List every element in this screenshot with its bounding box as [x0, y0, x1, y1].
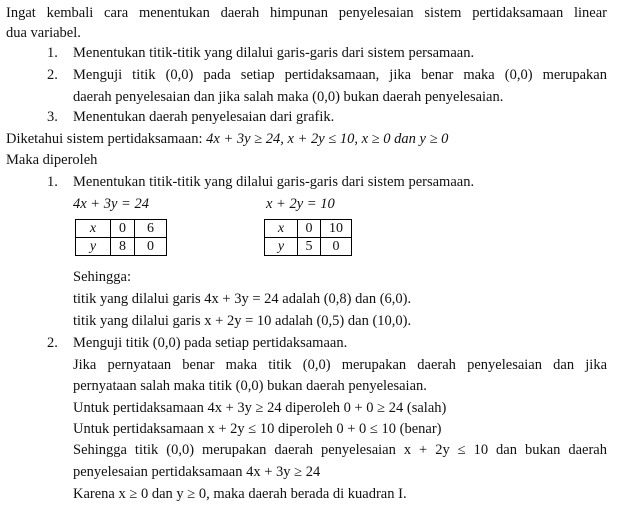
table-cell: 10	[321, 220, 352, 238]
intro-step-3-number: 3.	[47, 109, 58, 125]
conclusion-line-2: penyelesaian pertidaksamaan 4x + 3y ≥ 24	[73, 464, 321, 480]
table-cell: 0	[298, 220, 321, 238]
step-2-number: 2.	[47, 335, 58, 351]
table-row	[76, 238, 167, 256]
equation-2: x + 2y = 10	[266, 196, 335, 212]
table-cell: 0	[321, 238, 352, 256]
table-cell: x	[76, 220, 111, 238]
table-row	[265, 220, 352, 238]
test-inequality-1: Untuk pertidaksamaan 4x + 3y ≥ 24 diperoleh 0 + 0 ≥ 24 (salah)	[73, 400, 447, 416]
table-cell: 8	[111, 238, 135, 256]
table-cell: y	[265, 238, 298, 256]
table-cell: y	[76, 238, 111, 256]
intro-line-2: dua variabel.	[6, 25, 81, 41]
given-prefix: Diketahui sistem pertidaksamaan:	[6, 131, 203, 147]
intro-step-2-number: 2.	[47, 67, 58, 83]
given-system	[6, 130, 448, 148]
value-table-2	[264, 219, 352, 256]
intro-step-3-text: Menentukan daerah penyelesaian dari grafik.	[73, 109, 335, 125]
step-2-paragraph-line-1: Jika pernyataan benar maka titik (0,0) merupakan daerah penyelesaian dan jika	[73, 357, 607, 373]
given-inequalities: 4x + 3y ≥ 24, x + 2y ≤ 10, x ≥ 0 dan y ≥ 0	[206, 131, 449, 147]
quadrant-statement: Karena x ≥ 0 dan y ≥ 0, maka daerah berada di kuadran I.	[73, 486, 407, 502]
intro-step-1-text: Menentukan titik-titik yang dilalui garis-garis dari sistem persamaan.	[73, 45, 475, 61]
intro-step-1-number: 1.	[47, 45, 58, 61]
table-cell: 0	[135, 238, 167, 256]
table-row	[76, 220, 167, 238]
step-1-number: 1.	[47, 174, 58, 190]
table-cell: 0	[111, 220, 135, 238]
step-1-title: Menentukan titik-titik yang dilalui garis-garis dari sistem persamaan.	[73, 174, 475, 190]
intro-step-2-line-2: daerah penyelesaian dan jika salah maka (0,0) bukan daerah penyelesaian.	[73, 89, 504, 105]
intro-line-1: Ingat kembali cara menentukan daerah himpunan penyelesaian sistem pertidaksamaan linear	[6, 5, 607, 21]
equation-1: 4x + 3y = 24	[73, 196, 149, 212]
step-1-result-1: titik yang dilalui garis 4x + 3y = 24 adalah (0,8) dan (6,0).	[73, 291, 412, 307]
table-cell: x	[265, 220, 298, 238]
table-cell: 5	[298, 238, 321, 256]
table-row	[265, 238, 352, 256]
intro-step-2-line-1: Menguji titik (0,0) pada setiap pertidaksamaan, jika benar maka (0,0) merupakan	[73, 67, 607, 83]
step-2-paragraph-line-2: pernyataan salah maka titik (0,0) bukan daerah penyelesaian.	[73, 378, 427, 394]
obtained-label: Maka diperoleh	[6, 152, 98, 168]
value-table-1	[75, 219, 167, 256]
table-cell: 6	[135, 220, 167, 238]
sehingga-label: Sehingga:	[73, 269, 131, 285]
test-inequality-2: Untuk pertidaksamaan x + 2y ≤ 10 diperoleh 0 + 0 ≤ 10 (benar)	[73, 421, 442, 437]
step-1-result-2: titik yang dilalui garis x + 2y = 10 adalah (0,5) dan (10,0).	[73, 313, 412, 329]
step-2-title: Menguji titik (0,0) pada setiap pertidaksamaan.	[73, 335, 348, 351]
conclusion-line-1: Sehingga titik (0,0) merupakan daerah penyelesaian x + 2y ≤ 10 dan bukan daerah	[73, 442, 607, 458]
